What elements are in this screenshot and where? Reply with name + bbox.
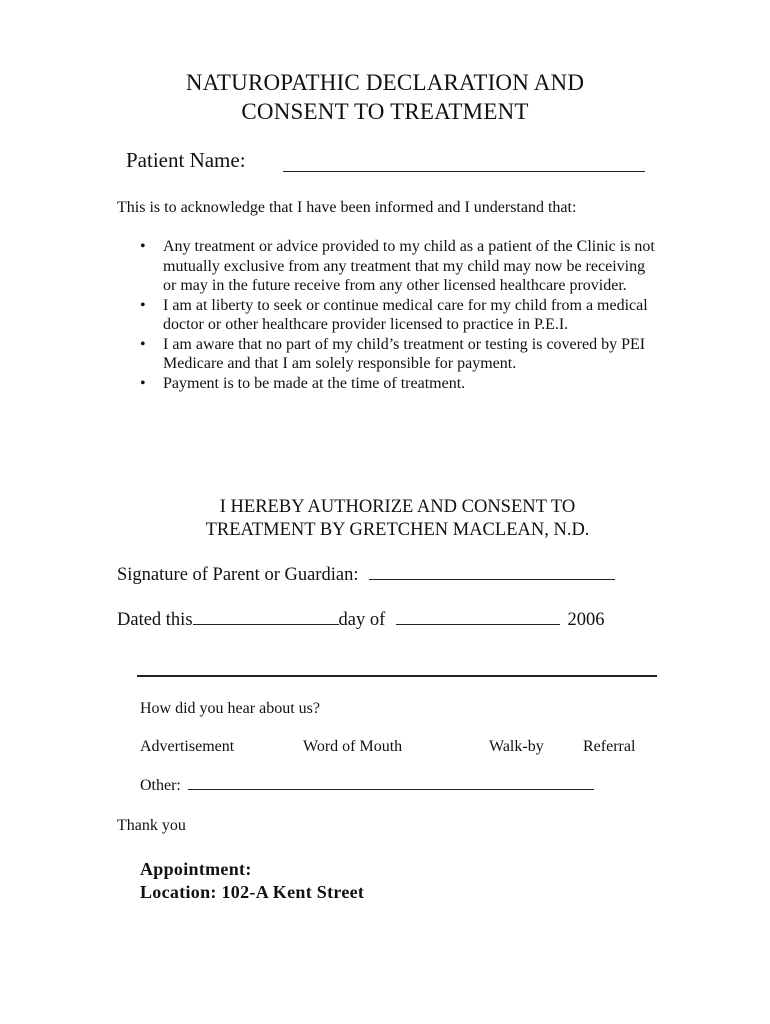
survey-question: How did you hear about us? — [140, 700, 320, 717]
other-label: Other: — [140, 777, 181, 794]
term-item: • I am aware that no part of my child’s treatment or testing is covered by PEI Medicare and that I am solely responsible for payment. — [140, 335, 660, 374]
dated-prefix: Dated this — [117, 610, 193, 630]
option-word-of-mouth[interactable]: Word of Mouth — [303, 738, 403, 755]
signature-label: Signature of Parent or Guardian: — [117, 565, 359, 585]
dated-row — [117, 608, 605, 631]
option-walk-by[interactable]: Walk-by — [489, 738, 544, 755]
other-row — [140, 777, 594, 795]
dated-year: 2006 — [567, 610, 605, 630]
appointment-label: Appointment: — [140, 859, 252, 879]
authorize-line-1: I HEREBY AUTHORIZE AND CONSENT TO — [219, 497, 576, 517]
location-text: Location: 102-A Kent Street — [140, 882, 365, 902]
thank-you-text: Thank you — [117, 817, 186, 834]
intro-text: This is to acknowledge that I have been informed and I understand that: — [117, 199, 577, 216]
term-item: • I am at liberty to seek or continue medical care for my child from a medical doctor or other healthcare provider licensed to practice in P.E.I. — [140, 296, 660, 335]
form-title-line-1: NATUROPATHIC DECLARATION AND — [185, 70, 585, 95]
dated-day-of: day of — [338, 610, 386, 630]
option-advertisement[interactable]: Advertisement — [140, 738, 235, 755]
option-referral[interactable]: Referral — [583, 738, 636, 755]
month-field[interactable] — [396, 608, 560, 625]
patient-name-field[interactable] — [283, 171, 645, 172]
patient-name-label: Patient Name: — [126, 148, 246, 172]
term-item: • Payment is to be made at the time of treatment. — [140, 374, 660, 394]
authorize-line-2: TREATMENT BY GRETCHEN MACLEAN, N.D. — [205, 520, 590, 540]
term-item: • Any treatment or advice provided to my child as a patient of the Clinic is not mutually exclusive from any treatment that my child may now be receiving or may in the future receive from any other licensed healthcare provider. — [140, 237, 660, 296]
day-field[interactable] — [193, 608, 339, 625]
terms-list — [140, 237, 660, 393]
form-title-line-2: CONSENT TO TREATMENT — [241, 99, 529, 124]
signature-field[interactable] — [369, 563, 615, 580]
signature-row — [117, 563, 615, 586]
section-divider — [137, 675, 657, 677]
other-field[interactable] — [188, 777, 594, 790]
